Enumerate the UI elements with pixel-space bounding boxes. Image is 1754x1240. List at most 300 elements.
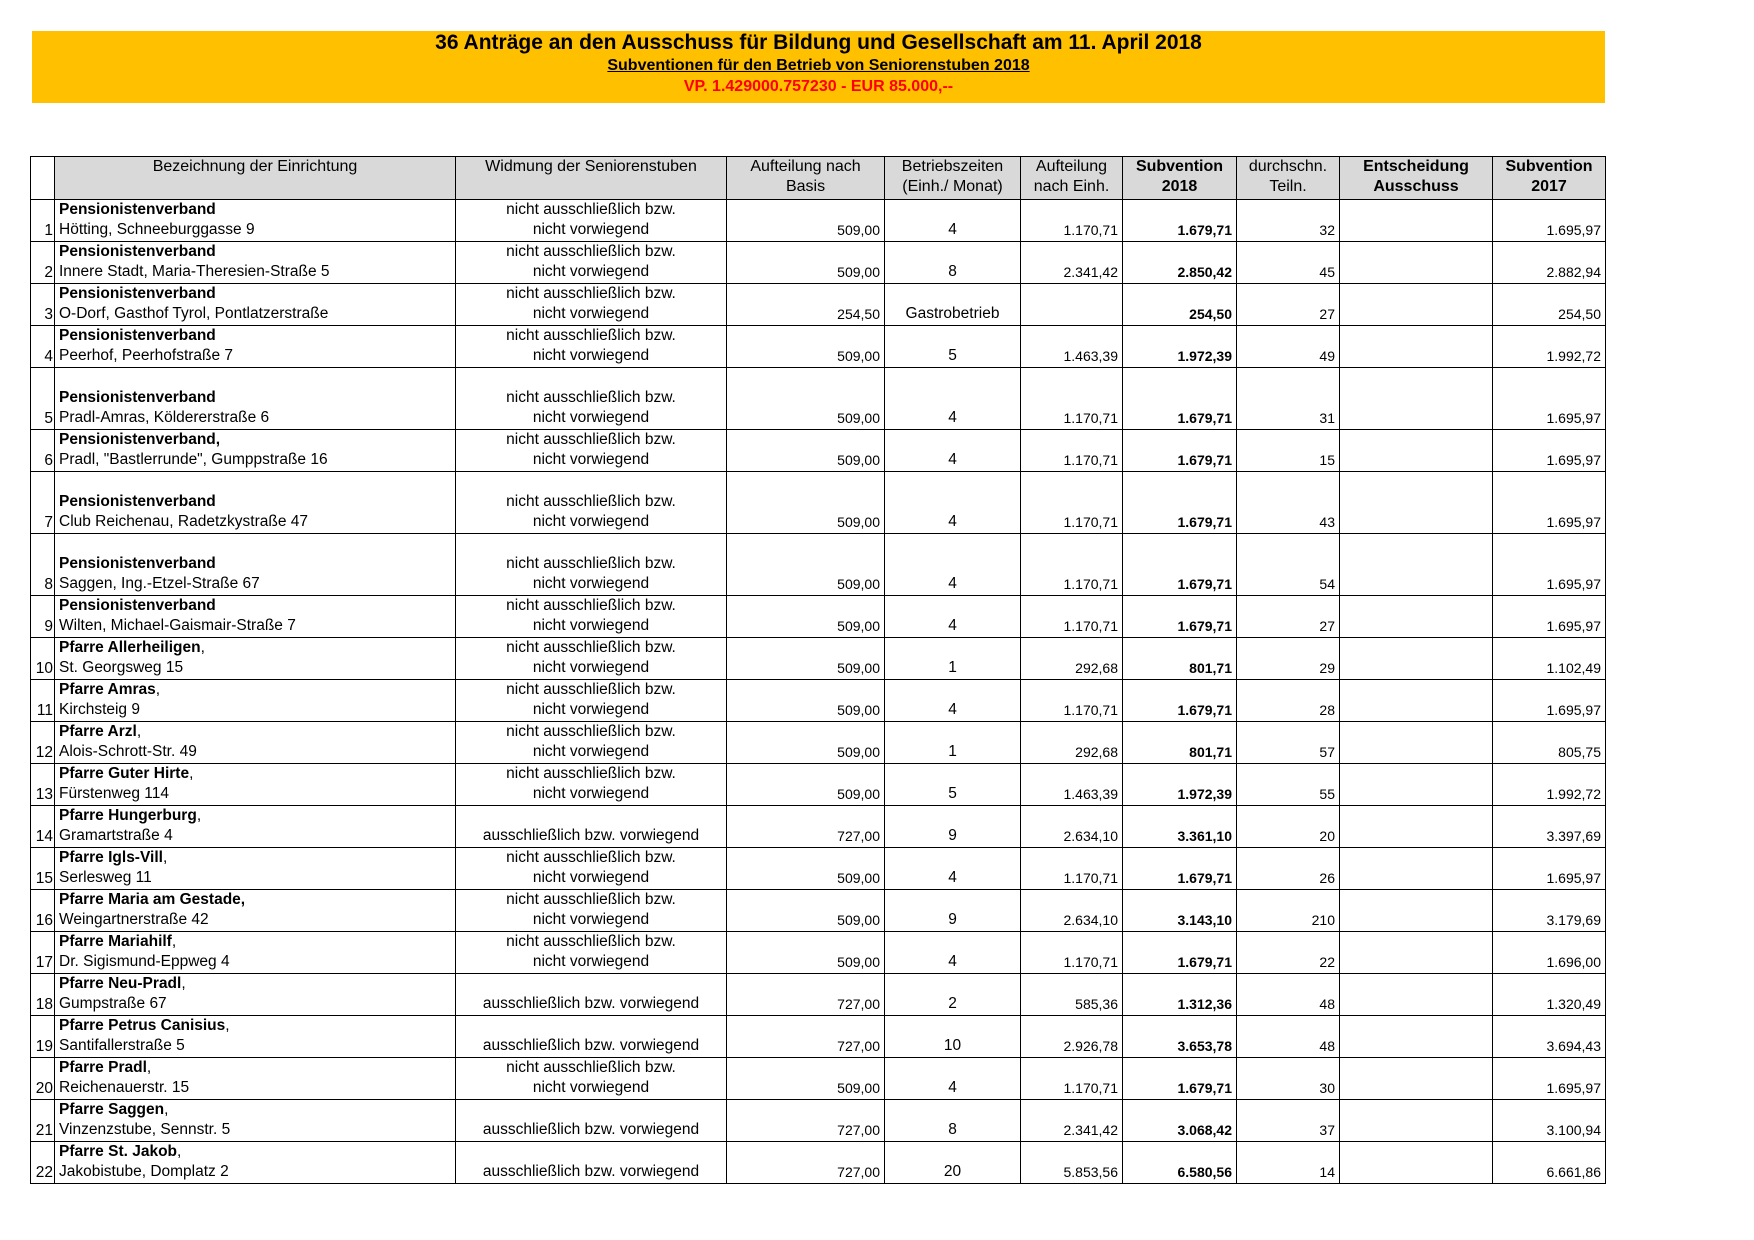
page-title: 36 Anträge an den Ausschuss für Bildung und Gesellschaft am 11. April 2018 <box>435 31 1202 54</box>
institution-name <box>55 1100 456 1142</box>
widmung-line-1: nicht ausschließlich bzw. <box>506 1059 676 1076</box>
table-row <box>31 680 1606 722</box>
subvention-2018-cell: 801,71 <box>1123 638 1237 680</box>
table-row <box>31 848 1606 890</box>
widmung-line-1: nicht ausschließlich bzw. <box>506 285 676 302</box>
basis-cell: 509,00 <box>727 890 885 932</box>
budget-line: VP. 1.429000.757230 - EUR 85.000,-- <box>683 78 954 95</box>
entscheidung-cell <box>1340 326 1493 368</box>
organisation-name: Pfarre Guter Hirte <box>59 765 190 782</box>
subvention-2017-cell: 6.661,86 <box>1493 1142 1606 1184</box>
organisation-name: Pensionistenverband <box>59 285 216 302</box>
institution-address: O-Dorf, Gasthof Tyrol, Pontlatzerstraße <box>59 305 329 322</box>
subvention-2018-cell: 1.972,39 <box>1123 764 1237 806</box>
basis-cell: 727,00 <box>727 1016 885 1058</box>
header-name: Bezeichnung der Einrichtung <box>55 157 456 200</box>
row-number: 21 <box>31 1100 55 1142</box>
widmung-line-2: nicht vorwiegend <box>532 785 650 802</box>
basis-cell: 727,00 <box>727 806 885 848</box>
widmung-line-2: nicht vorwiegend <box>532 911 650 928</box>
institution-address: Jakobistube, Domplatz 2 <box>59 1163 229 1180</box>
einheiten-cell: 2.634,10 <box>1021 806 1123 848</box>
subvention-2018-cell: 1.679,71 <box>1123 430 1237 472</box>
subvention-2017-cell: 1.992,72 <box>1493 764 1606 806</box>
betriebszeiten-cell: 4 <box>885 534 1021 596</box>
widmung-line-2: nicht vorwiegend <box>532 263 650 280</box>
subvention-2018-cell: 3.361,10 <box>1123 806 1237 848</box>
entscheidung-cell <box>1340 1058 1493 1100</box>
basis-cell: 509,00 <box>727 200 885 242</box>
table-row <box>31 596 1606 638</box>
header-betriebszeiten: Betriebszeiten (Einh./ Monat) <box>885 157 1021 200</box>
entscheidung-cell <box>1340 472 1493 534</box>
subvention-2017-cell: 1.695,97 <box>1493 680 1606 722</box>
widmung-cell <box>456 680 727 722</box>
widmung-line-2: nicht vorwiegend <box>532 953 650 970</box>
betriebszeiten-cell: Gastrobetrieb <box>885 284 1021 326</box>
header-widmung: Widmung der Seniorenstuben <box>456 157 727 200</box>
organisation-name: Pensionistenverband <box>59 389 216 406</box>
institution-address: Alois-Schrott-Str. 49 <box>59 743 197 760</box>
einheiten-cell: 1.170,71 <box>1021 680 1123 722</box>
table-row <box>31 1100 1606 1142</box>
basis-cell: 509,00 <box>727 848 885 890</box>
entscheidung-cell <box>1340 638 1493 680</box>
subvention-2018-cell: 1.679,71 <box>1123 200 1237 242</box>
table-row <box>31 638 1606 680</box>
betriebszeiten-cell: 8 <box>885 1100 1021 1142</box>
betriebszeiten-cell: 4 <box>885 1058 1021 1100</box>
subvention-2018-cell: 1.679,71 <box>1123 368 1237 430</box>
subvention-2018-cell: 1.679,71 <box>1123 848 1237 890</box>
widmung-cell <box>456 368 727 430</box>
widmung-cell <box>456 326 727 368</box>
institution-address: Santifallerstraße 5 <box>59 1037 185 1054</box>
institution-name <box>55 932 456 974</box>
table-row <box>31 1058 1606 1100</box>
institution-address: Gumpstraße 67 <box>59 995 167 1012</box>
subvention-2018-cell: 3.143,10 <box>1123 890 1237 932</box>
widmung-line-2: ausschließlich bzw. vorwiegend <box>482 1163 700 1180</box>
widmung-cell <box>456 534 727 596</box>
subvention-2017-cell: 1.320,49 <box>1493 974 1606 1016</box>
betriebszeiten-cell: 5 <box>885 764 1021 806</box>
organisation-suffix: , <box>146 1059 152 1076</box>
betriebszeiten-cell: 4 <box>885 472 1021 534</box>
entscheidung-cell <box>1340 200 1493 242</box>
institution-name <box>55 680 456 722</box>
basis-cell: 509,00 <box>727 1058 885 1100</box>
teilnehmer-cell: 210 <box>1237 890 1340 932</box>
widmung-cell <box>456 974 727 1016</box>
betriebszeiten-cell: 5 <box>885 326 1021 368</box>
widmung-line-2: nicht vorwiegend <box>532 575 650 592</box>
row-number: 6 <box>31 430 55 472</box>
basis-cell: 509,00 <box>727 242 885 284</box>
subvention-2017-cell: 1.695,97 <box>1493 848 1606 890</box>
institution-address: Weingartnerstraße 42 <box>59 911 209 928</box>
table-row <box>31 284 1606 326</box>
subvention-2018-cell: 1.679,71 <box>1123 1058 1237 1100</box>
institution-address: Gramartstraße 4 <box>59 827 173 844</box>
institution-address: Hötting, Schneeburggasse 9 <box>59 221 255 238</box>
subvention-2017-cell: 1.102,49 <box>1493 638 1606 680</box>
organisation-suffix: , <box>136 723 142 740</box>
basis-cell: 509,00 <box>727 472 885 534</box>
row-number: 20 <box>31 1058 55 1100</box>
organisation-suffix: , <box>196 807 202 824</box>
subvention-2018-cell: 1.679,71 <box>1123 534 1237 596</box>
teilnehmer-cell: 31 <box>1237 368 1340 430</box>
widmung-line-1: nicht ausschließlich bzw. <box>506 327 676 344</box>
subvention-2017-cell: 2.882,94 <box>1493 242 1606 284</box>
betriebszeiten-cell: 4 <box>885 368 1021 430</box>
row-number: 9 <box>31 596 55 638</box>
institution-name <box>55 638 456 680</box>
betriebszeiten-cell: 4 <box>885 680 1021 722</box>
institution-name <box>55 472 456 534</box>
einheiten-cell: 292,68 <box>1021 722 1123 764</box>
organisation-name: Pensionistenverband <box>59 493 216 510</box>
entscheidung-cell <box>1340 368 1493 430</box>
teilnehmer-cell: 29 <box>1237 638 1340 680</box>
einheiten-cell: 2.341,42 <box>1021 1100 1123 1142</box>
entscheidung-cell <box>1340 242 1493 284</box>
subvention-2017-cell: 1.695,97 <box>1493 430 1606 472</box>
subvention-2018-cell: 2.850,42 <box>1123 242 1237 284</box>
teilnehmer-cell: 48 <box>1237 1016 1340 1058</box>
table-row <box>31 806 1606 848</box>
widmung-cell <box>456 722 727 764</box>
organisation-suffix: , <box>155 681 161 698</box>
einheiten-cell: 585,36 <box>1021 974 1123 1016</box>
row-number: 4 <box>31 326 55 368</box>
institution-name <box>55 848 456 890</box>
widmung-cell <box>456 242 727 284</box>
page-subtitle: Subventionen für den Betrieb von Seniorenstuben 2018 <box>607 57 1030 74</box>
basis-cell: 509,00 <box>727 680 885 722</box>
subvention-2017-cell: 1.695,97 <box>1493 596 1606 638</box>
einheiten-cell: 292,68 <box>1021 638 1123 680</box>
institution-address: Wilten, Michael-Gaismair-Straße 7 <box>59 617 296 634</box>
einheiten-cell: 1.170,71 <box>1021 1058 1123 1100</box>
einheiten-cell: 1.170,71 <box>1021 430 1123 472</box>
institution-address: St. Georgsweg 15 <box>59 659 184 676</box>
basis-cell: 727,00 <box>727 1100 885 1142</box>
basis-cell: 509,00 <box>727 638 885 680</box>
basis-cell: 509,00 <box>727 430 885 472</box>
einheiten-cell: 1.170,71 <box>1021 200 1123 242</box>
organisation-name: Pfarre Allerheiligen <box>59 639 201 656</box>
header-banner <box>32 31 1605 103</box>
widmung-line-2: nicht vorwiegend <box>532 617 650 634</box>
betriebszeiten-cell: 2 <box>885 974 1021 1016</box>
teilnehmer-cell: 15 <box>1237 430 1340 472</box>
subvention-2018-cell: 1.679,71 <box>1123 472 1237 534</box>
entscheidung-cell <box>1340 932 1493 974</box>
widmung-line-2: nicht vorwiegend <box>532 869 650 886</box>
subvention-2017-cell: 254,50 <box>1493 284 1606 326</box>
entscheidung-cell <box>1340 1016 1493 1058</box>
betriebszeiten-cell: 20 <box>885 1142 1021 1184</box>
organisation-suffix: , <box>177 1143 182 1160</box>
basis-cell: 509,00 <box>727 596 885 638</box>
widmung-line-2: ausschließlich bzw. vorwiegend <box>482 1121 700 1138</box>
widmung-line-2: nicht vorwiegend <box>532 221 650 238</box>
widmung-cell <box>456 472 727 534</box>
subvention-2018-cell: 1.679,71 <box>1123 932 1237 974</box>
widmung-line-1: nicht ausschließlich bzw. <box>506 431 676 448</box>
organisation-name: Pfarre St. Jakob <box>59 1143 178 1160</box>
widmung-line-2: nicht vorwiegend <box>532 451 650 468</box>
institution-name <box>55 722 456 764</box>
widmung-cell <box>456 1016 727 1058</box>
organisation-name: Pensionistenverband <box>59 243 216 260</box>
entscheidung-cell <box>1340 1100 1493 1142</box>
organisation-suffix: , <box>164 1101 169 1118</box>
widmung-cell <box>456 284 727 326</box>
widmung-cell <box>456 200 727 242</box>
widmung-cell <box>456 806 727 848</box>
institution-name <box>55 368 456 430</box>
widmung-cell <box>456 1142 727 1184</box>
subsidy-table <box>30 156 1606 1184</box>
widmung-cell <box>456 890 727 932</box>
einheiten-cell: 1.170,71 <box>1021 932 1123 974</box>
institution-name <box>55 534 456 596</box>
institution-name <box>55 242 456 284</box>
table-row <box>31 200 1606 242</box>
entscheidung-cell <box>1340 284 1493 326</box>
einheiten-cell: 2.341,42 <box>1021 242 1123 284</box>
row-number: 12 <box>31 722 55 764</box>
institution-name <box>55 974 456 1016</box>
institution-address: Pradl-Amras, Köldererstraße 6 <box>59 409 270 426</box>
organisation-name: Pfarre Petrus Canisius <box>59 1017 226 1034</box>
row-number: 15 <box>31 848 55 890</box>
widmung-cell <box>456 1100 727 1142</box>
entscheidung-cell <box>1340 974 1493 1016</box>
institution-name <box>55 284 456 326</box>
organisation-name: Pfarre Saggen <box>59 1101 165 1118</box>
basis-cell: 254,50 <box>727 284 885 326</box>
row-number: 19 <box>31 1016 55 1058</box>
row-number: 13 <box>31 764 55 806</box>
einheiten-cell: 1.170,71 <box>1021 848 1123 890</box>
widmung-line-2: nicht vorwiegend <box>532 743 650 760</box>
basis-cell: 509,00 <box>727 326 885 368</box>
widmung-line-1: nicht ausschließlich bzw. <box>506 243 676 260</box>
widmung-cell <box>456 764 727 806</box>
teilnehmer-cell: 45 <box>1237 242 1340 284</box>
institution-address: Serlesweg 11 <box>59 869 152 886</box>
teilnehmer-cell: 37 <box>1237 1100 1340 1142</box>
header-basis: Aufteilung nach Basis <box>727 157 885 200</box>
subvention-2017-cell: 1.695,97 <box>1493 534 1606 596</box>
row-number: 17 <box>31 932 55 974</box>
institution-address: Club Reichenau, Radetzkystraße 47 <box>59 513 308 530</box>
subvention-2018-cell: 3.653,78 <box>1123 1016 1237 1058</box>
widmung-line-2: nicht vorwiegend <box>532 409 650 426</box>
widmung-line-2: ausschließlich bzw. vorwiegend <box>482 1037 700 1054</box>
widmung-line-1: nicht ausschließlich bzw. <box>506 639 676 656</box>
teilnehmer-cell: 49 <box>1237 326 1340 368</box>
institution-address: Fürstenweg 114 <box>59 785 169 802</box>
widmung-line-1: nicht ausschließlich bzw. <box>506 891 676 908</box>
subvention-2017-cell: 3.179,69 <box>1493 890 1606 932</box>
table-row <box>31 890 1606 932</box>
einheiten-cell: 2.926,78 <box>1021 1016 1123 1058</box>
entscheidung-cell <box>1340 806 1493 848</box>
widmung-cell <box>456 1058 727 1100</box>
teilnehmer-cell: 43 <box>1237 472 1340 534</box>
widmung-cell <box>456 848 727 890</box>
widmung-line-1: nicht ausschließlich bzw. <box>506 681 676 698</box>
row-number: 10 <box>31 638 55 680</box>
widmung-line-1: nicht ausschließlich bzw. <box>506 597 676 614</box>
entscheidung-cell <box>1340 764 1493 806</box>
table-row <box>31 472 1606 534</box>
teilnehmer-cell: 27 <box>1237 284 1340 326</box>
betriebszeiten-cell: 1 <box>885 722 1021 764</box>
institution-name <box>55 326 456 368</box>
betriebszeiten-cell: 4 <box>885 932 1021 974</box>
widmung-cell <box>456 932 727 974</box>
row-number: 3 <box>31 284 55 326</box>
einheiten-cell <box>1021 284 1123 326</box>
entscheidung-cell <box>1340 430 1493 472</box>
widmung-line-1: nicht ausschließlich bzw. <box>506 493 676 510</box>
widmung-line-1: nicht ausschließlich bzw. <box>506 933 676 950</box>
subvention-2017-cell: 3.100,94 <box>1493 1100 1606 1142</box>
institution-name <box>55 430 456 472</box>
teilnehmer-cell: 14 <box>1237 1142 1340 1184</box>
institution-name <box>55 1058 456 1100</box>
betriebszeiten-cell: 9 <box>885 890 1021 932</box>
einheiten-cell: 5.853,56 <box>1021 1142 1123 1184</box>
institution-address: Dr. Sigismund-Eppweg 4 <box>59 953 230 970</box>
betriebszeiten-cell: 1 <box>885 638 1021 680</box>
entscheidung-cell <box>1340 848 1493 890</box>
institution-address: Reichenauerstr. 15 <box>59 1079 190 1096</box>
organisation-name: Pfarre Pradl <box>59 1059 147 1076</box>
teilnehmer-cell: 20 <box>1237 806 1340 848</box>
teilnehmer-cell: 54 <box>1237 534 1340 596</box>
einheiten-cell: 1.463,39 <box>1021 326 1123 368</box>
header-subvention-2018: Subvention 2018 <box>1123 157 1237 200</box>
table-row <box>31 932 1606 974</box>
basis-cell: 509,00 <box>727 764 885 806</box>
organisation-name: Pfarre Amras <box>59 681 156 698</box>
subvention-2017-cell: 1.695,97 <box>1493 368 1606 430</box>
institution-name <box>55 806 456 848</box>
subvention-2017-cell: 1.695,97 <box>1493 200 1606 242</box>
entscheidung-cell <box>1340 534 1493 596</box>
subvention-2018-cell: 3.068,42 <box>1123 1100 1237 1142</box>
widmung-line-1: nicht ausschließlich bzw. <box>506 765 676 782</box>
subvention-2017-cell: 1.992,72 <box>1493 326 1606 368</box>
table-row <box>31 534 1606 596</box>
basis-cell: 727,00 <box>727 1142 885 1184</box>
widmung-line-2: ausschließlich bzw. vorwiegend <box>482 995 700 1012</box>
betriebszeiten-cell: 8 <box>885 242 1021 284</box>
basis-cell: 509,00 <box>727 722 885 764</box>
basis-cell: 727,00 <box>727 974 885 1016</box>
widmung-line-1: nicht ausschließlich bzw. <box>506 849 676 866</box>
organisation-name: Pensionistenverband <box>59 555 216 572</box>
header-teilnehmer: durchschn. Teiln. <box>1237 157 1340 200</box>
organisation-name: Pfarre Neu-Pradl <box>59 975 182 992</box>
widmung-cell <box>456 430 727 472</box>
organisation-suffix: , <box>200 639 205 656</box>
subvention-2018-cell: 801,71 <box>1123 722 1237 764</box>
table-row <box>31 430 1606 472</box>
widmung-line-1: nicht ausschließlich bzw. <box>506 389 676 406</box>
header-entscheidung: Entscheidung Ausschuss <box>1340 157 1493 200</box>
organisation-suffix: , <box>225 1017 230 1034</box>
institution-name <box>55 890 456 932</box>
institution-name <box>55 1016 456 1058</box>
table-row <box>31 368 1606 430</box>
row-number: 8 <box>31 534 55 596</box>
einheiten-cell: 1.170,71 <box>1021 534 1123 596</box>
institution-address: Kirchsteig 9 <box>59 701 140 718</box>
table-header-row <box>31 157 1606 200</box>
table-row <box>31 974 1606 1016</box>
widmung-cell <box>456 638 727 680</box>
organisation-name: Pfarre Maria am Gestade, <box>59 891 246 908</box>
table-row <box>31 722 1606 764</box>
institution-address: Innere Stadt, Maria-Theresien-Straße 5 <box>59 263 330 280</box>
row-number: 16 <box>31 890 55 932</box>
organisation-name: Pfarre Arzl <box>59 723 137 740</box>
subvention-2017-cell: 805,75 <box>1493 722 1606 764</box>
betriebszeiten-cell: 9 <box>885 806 1021 848</box>
widmung-line-2: nicht vorwiegend <box>532 305 650 322</box>
widmung-line-2: ausschließlich bzw. vorwiegend <box>482 827 700 844</box>
einheiten-cell: 2.634,10 <box>1021 890 1123 932</box>
einheiten-cell: 1.170,71 <box>1021 596 1123 638</box>
entscheidung-cell <box>1340 680 1493 722</box>
table-row <box>31 1016 1606 1058</box>
einheiten-cell: 1.170,71 <box>1021 472 1123 534</box>
subvention-2017-cell: 3.397,69 <box>1493 806 1606 848</box>
entscheidung-cell <box>1340 1142 1493 1184</box>
widmung-line-1: nicht ausschließlich bzw. <box>506 555 676 572</box>
row-number: 5 <box>31 368 55 430</box>
widmung-cell <box>456 596 727 638</box>
widmung-line-2: nicht vorwiegend <box>532 701 650 718</box>
organisation-name: Pfarre Mariahilf <box>59 933 172 950</box>
subvention-2017-cell: 3.694,43 <box>1493 1016 1606 1058</box>
organisation-suffix: , <box>171 933 177 950</box>
widmung-line-2: nicht vorwiegend <box>532 659 650 676</box>
subvention-2018-cell: 6.580,56 <box>1123 1142 1237 1184</box>
entscheidung-cell <box>1340 722 1493 764</box>
institution-name <box>55 764 456 806</box>
organisation-name: Pensionistenverband <box>59 201 216 218</box>
organisation-suffix: , <box>181 975 186 992</box>
basis-cell: 509,00 <box>727 368 885 430</box>
teilnehmer-cell: 48 <box>1237 974 1340 1016</box>
teilnehmer-cell: 30 <box>1237 1058 1340 1100</box>
teilnehmer-cell: 28 <box>1237 680 1340 722</box>
widmung-line-2: nicht vorwiegend <box>532 347 650 364</box>
basis-cell: 509,00 <box>727 932 885 974</box>
widmung-line-2: nicht vorwiegend <box>532 1079 650 1096</box>
basis-cell: 509,00 <box>727 534 885 596</box>
header-nr <box>31 157 55 200</box>
